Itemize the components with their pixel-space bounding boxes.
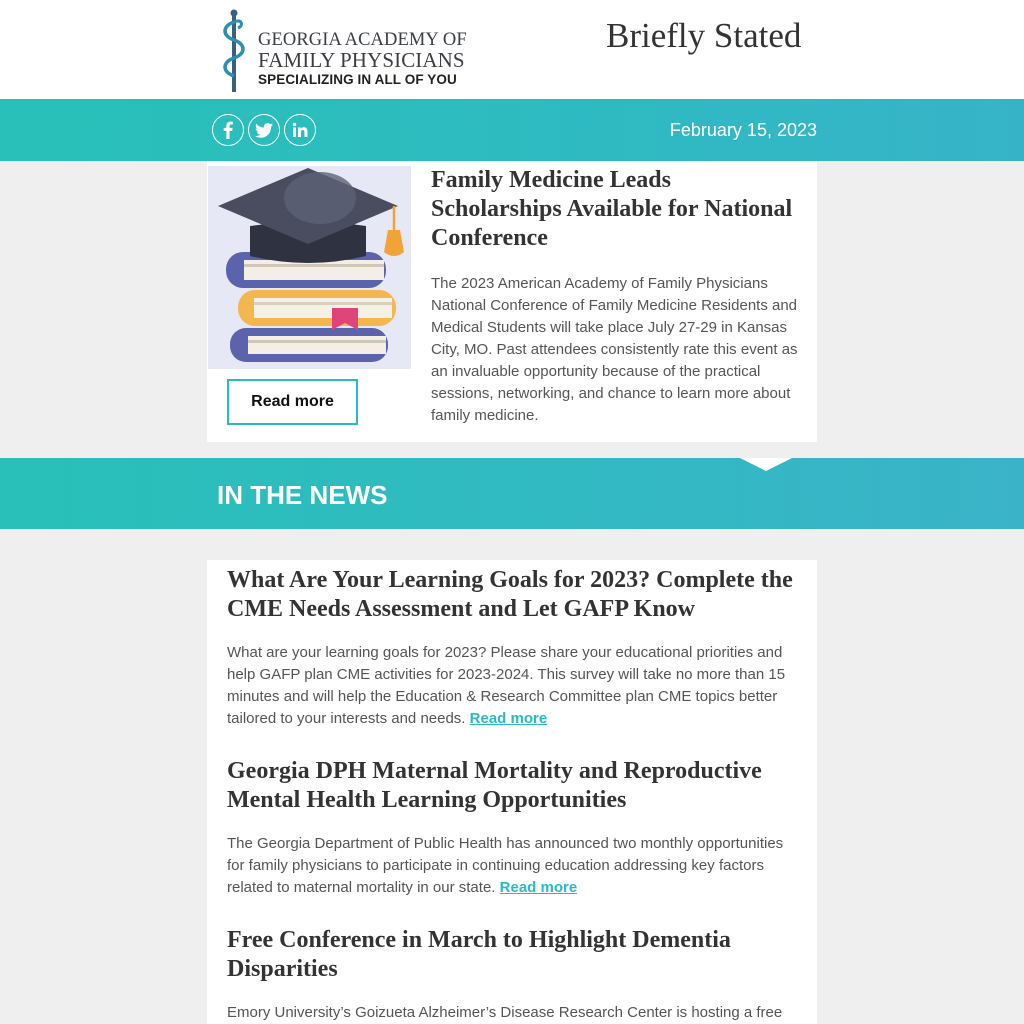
article-title[interactable]: What Are Your Learning Goals for 2023? Complete the CME Needs Assessment and Let GAFP Know (227, 567, 793, 622)
article-body (227, 833, 802, 899)
news-card (207, 560, 817, 1024)
issue-date: February 15, 2023 (669, 120, 817, 140)
linkedin-icon[interactable] (284, 114, 316, 146)
band-notch (740, 458, 792, 471)
article-text: What are your learning goals for 2023? Please share your educational priorities and help GAFP plan CME activities for 2023-2024. This survey will take no more than 15 minutes and will help the Education & Research Committee plan CME topics better tailored to your interests and needs. (227, 644, 786, 727)
news-article (227, 566, 802, 730)
article-body (227, 642, 802, 730)
featured-article-card (207, 161, 817, 442)
section-band (0, 458, 1024, 529)
twitter-icon[interactable] (248, 114, 280, 146)
logo-line-1: GEORGIA ACADEMY OF (258, 30, 467, 50)
featured-body: The 2023 American Academy of Family Physicians National Conference of Family Medicine Residents and Medical Students will take place July 27-29 in Kansas City, MO. Past attendees consistently rate this event as an invaluable opportunity because of the practical sessions, networking, and chance to learn more about family medicine. (431, 275, 798, 424)
article-body (227, 1002, 802, 1024)
newsletter-title: Briefly Stated (606, 16, 802, 55)
read-more-link[interactable]: Read more (499, 879, 578, 896)
caduceus-icon (218, 8, 250, 94)
news-article (227, 926, 802, 1024)
facebook-icon[interactable] (212, 114, 244, 146)
article-title[interactable]: Georgia DPH Maternal Mortality and Reproductive Mental Health Learning Opportunities (227, 758, 762, 813)
read-more-link[interactable]: Read more (469, 710, 548, 727)
read-more-button[interactable]: Read more (227, 379, 358, 425)
article-title[interactable]: Free Conference in March to Highlight Dementia Disparities (227, 927, 731, 982)
date-banner (0, 99, 1024, 161)
article-text: The Georgia Department of Public Health has announced two monthly opportunities for family physicians to participate in continuing education addressing key factors related to maternal mortality in our state. (227, 835, 784, 896)
logo-line-2: FAMILY PHYSICIANS (258, 48, 465, 72)
email-header (0, 0, 1024, 99)
logo-tagline: SPECIALIZING IN ALL OF YOU (258, 72, 457, 87)
graduation-cap-books-illustration (208, 166, 411, 369)
featured-title[interactable]: Family Medicine Leads Scholarships Available for National Conference (431, 167, 793, 251)
gafp-logo[interactable] (218, 8, 467, 94)
news-article (227, 757, 802, 899)
section-heading: IN THE NEWS (217, 480, 388, 510)
article-text: Emory University’s Goizueta Alzheimer’s Disease Research Center is hosting a free (227, 1004, 783, 1021)
